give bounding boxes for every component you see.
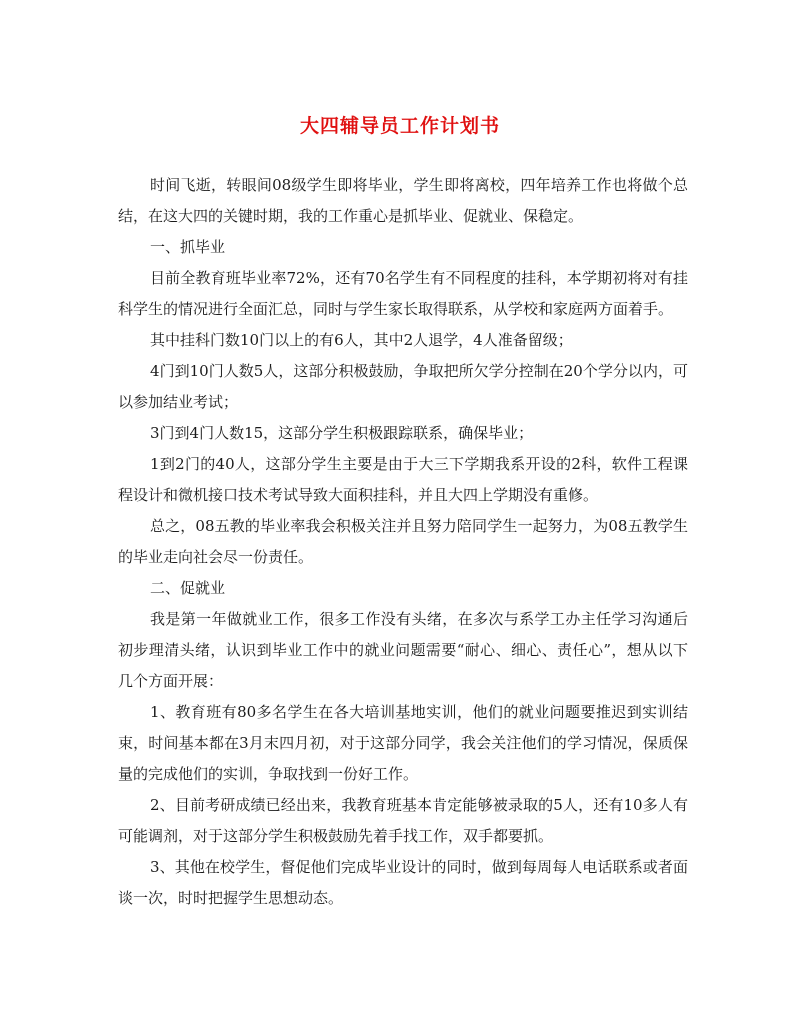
paragraph-graduation-rate: 目前全教育班毕业率72%，还有70名学生有不同程度的挂科，本学期初将对有挂科学生的情况进行全面汇总，同时与学生家长取得联系，从学校和家庭两方面着手。 [118,269,688,318]
paragraph-graduation-summary: 总之，08五教的毕业率我会积极关注并且努力陪同学生一起努力，为08五教学生的毕业走向社会尽一份责任。 [118,517,688,566]
paragraph-employment-item-1: 1、教育班有80多名学生在各大培训基地实训，他们的就业问题要推迟到实训结束，时间基本都在3月末四月初，对于这部分同学，我会关注他们的学习情况，保质保量的完成他们的实训，争取找到一份好工作。 [118,703,688,783]
section-heading-graduation: 一、抓毕业 [150,238,226,256]
paragraph-employment-item-3: 3、其他在校学生，督促他们完成毕业设计的同时，做到每周每人电话联系或者面谈一次，时时把握学生思想动态。 [118,858,688,907]
paragraph-failed-4-to-10: 4门到10门人数5人，这部分积极鼓励，争取把所欠学分控制在20个学分以内，可以参加结业考试； [118,362,688,411]
paragraph-failed-over-10: 其中挂科门数10门以上的有6人，其中2人退学，4人准备留级； [150,331,573,349]
document-title: 大四辅导员工作计划书 [299,115,500,137]
paragraph-failed-1-to-2: 1到2门的40人，这部分学生主要是由于大三下学期我系开设的2科，软件工程课程设计和微机接口技术考试导致大面积挂科，并且大四上学期没有重修。 [118,455,688,504]
paragraph-intro: 时间飞逝，转眼间08级学生即将毕业，学生即将离校，四年培养工作也将做个总结，在这大四的关键时期，我的工作重心是抓毕业、促就业、保稳定。 [118,176,688,225]
paragraph-failed-3-to-4: 3门到4门人数15，这部分学生积极跟踪联系，确保毕业； [150,424,534,442]
section-heading-employment: 二、促就业 [150,579,226,597]
document-body [118,170,688,914]
paragraph-employment-item-2: 2、目前考研成绩已经出来，我教育班基本肯定能够被录取的5人，还有10多人有可能调剂，对于这部分学生积极鼓励先着手找工作，双手都要抓。 [118,796,688,845]
paragraph-employment-intro: 我是第一年做就业工作，很多工作没有头绪，在多次与系学工办主任学习沟通后初步理清头绪，认识到毕业工作中的就业问题需要“耐心、细心、责任心”，想从以下几个方面开展： [118,610,688,690]
